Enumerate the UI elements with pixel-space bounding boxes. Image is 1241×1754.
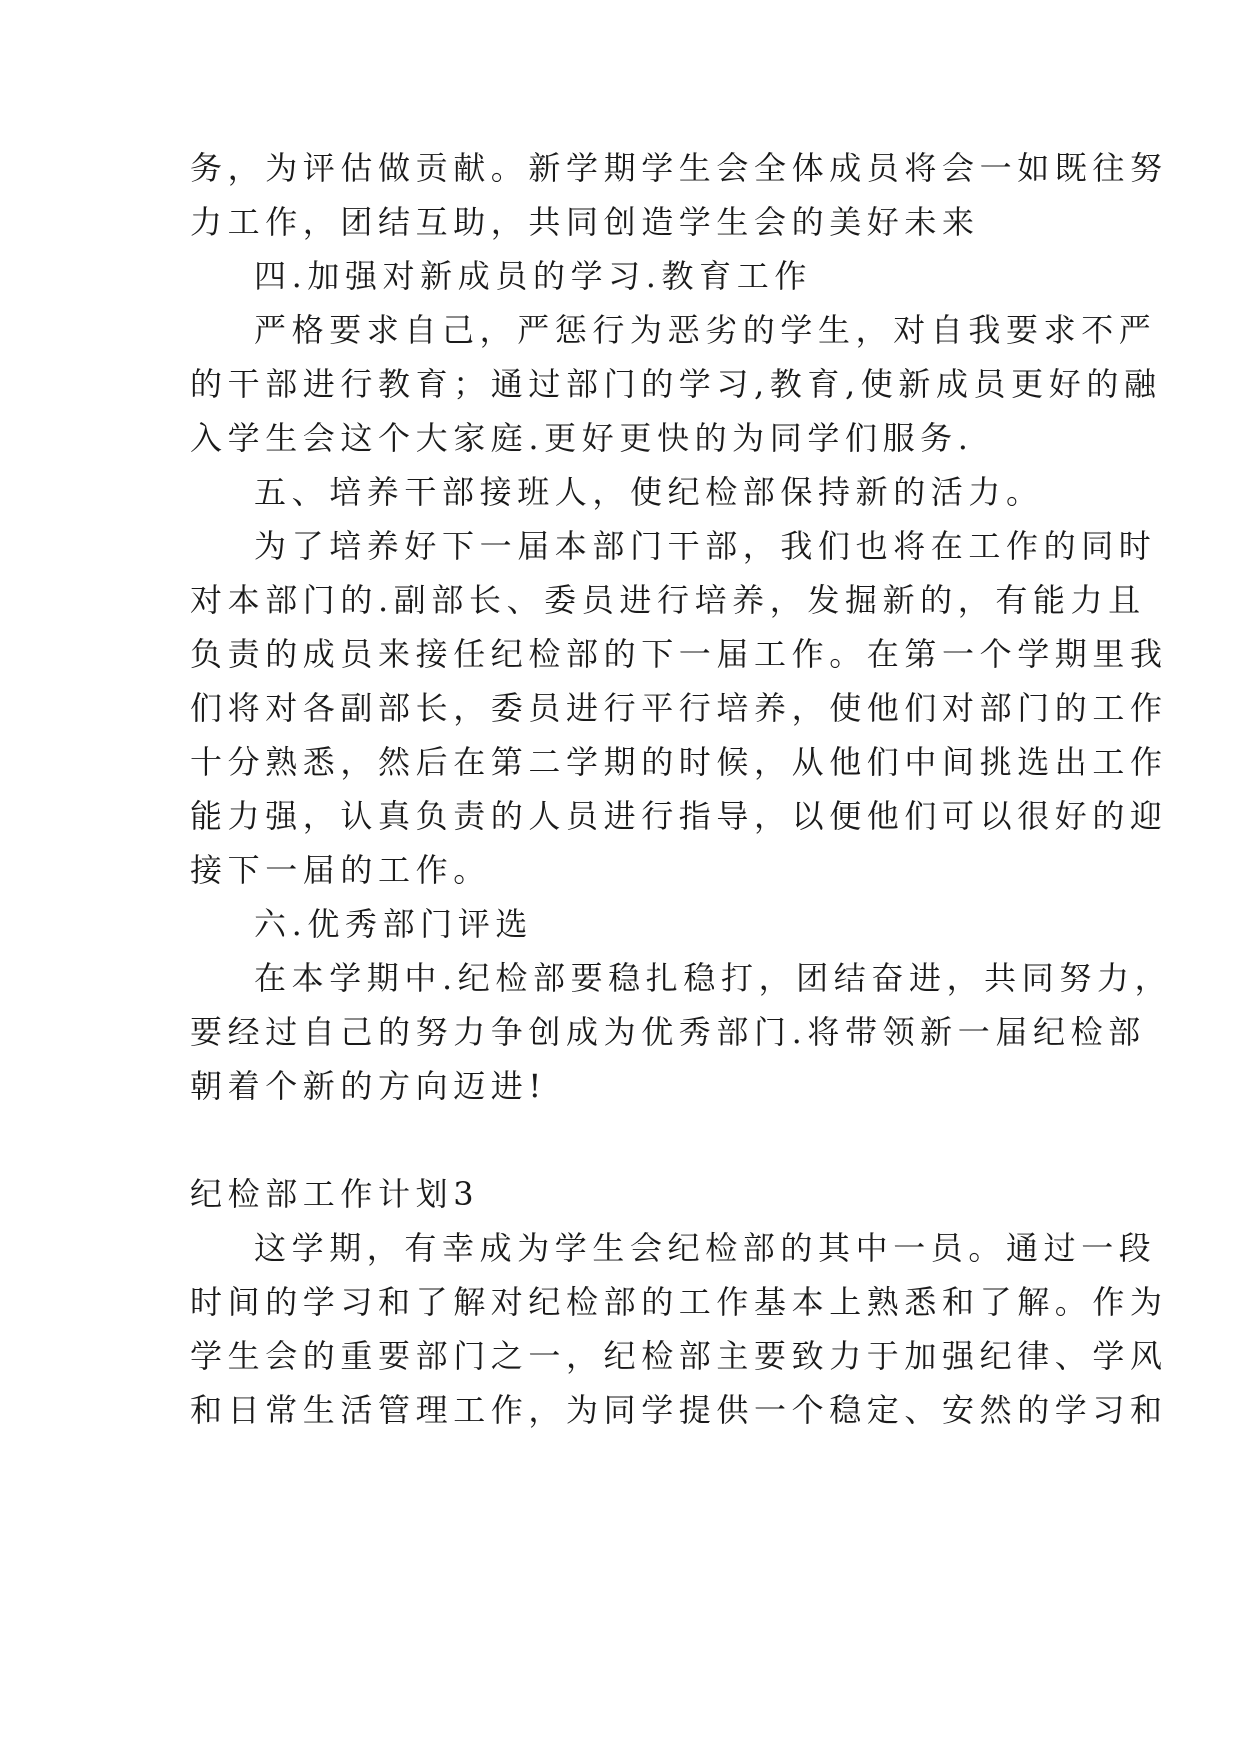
paragraph-line: 要经过自己的努力争创成为优秀部门.将带领新一届纪检部 — [190, 1013, 1146, 1051]
paragraph-line: 十分熟悉，然后在第二学期的时候，从他们中间挑选出工作 — [190, 743, 1168, 781]
paragraph-line: 学生会的重要部门之一，纪检部主要致力于加强纪律、学风 — [190, 1337, 1168, 1375]
section-heading: 五、培养干部接班人，使纪检部保持新的活力。 — [254, 473, 1044, 511]
paragraph-line: 负责的成员来接任纪检部的下一届工作。在第一个学期里我 — [190, 635, 1168, 673]
paragraph-line: 这学期，有幸成为学生会纪检部的其中一员。通过一段 — [254, 1229, 1157, 1267]
section-heading: 六.优秀部门评选 — [254, 905, 533, 943]
paragraph-line: 的干部进行教育；通过部门的学习,教育,使新成员更好的融 — [190, 365, 1162, 403]
paragraph-line: 力工作，团结互助，共同创造学生会的美好未来 — [190, 203, 980, 241]
section-heading: 四.加强对新成员的学习.教育工作 — [254, 257, 812, 295]
paragraph-line: 入学生会这个大家庭.更好更快的为同学们服务. — [190, 419, 974, 457]
paragraph-line: 和日常生活管理工作，为同学提供一个稳定、安然的学习和 — [190, 1391, 1168, 1429]
paragraph-line: 在本学期中.纪检部要稳扎稳打，团结奋进，共同努力， — [254, 959, 1173, 997]
paragraph-line: 朝着个新的方向迈进! — [190, 1067, 547, 1105]
paragraph-line: 们将对各副部长，委员进行平行培养，使他们对部门的工作 — [190, 689, 1168, 727]
paragraph-line: 对本部门的.副部长、委员进行培养，发掘新的，有能力且 — [190, 581, 1146, 619]
paragraph-line: 能力强，认真负责的人员进行指导，以便他们可以很好的迎 — [190, 797, 1168, 835]
paragraph-line: 务，为评估做贡献。新学期学生会全体成员将会一如既往努 — [190, 149, 1168, 187]
paragraph-line: 严格要求自己，严惩行为恶劣的学生，对自我要求不严 — [254, 311, 1157, 349]
document-title: 纪检部工作计划3 — [190, 1175, 480, 1213]
paragraph-line: 时间的学习和了解对纪检部的工作基本上熟悉和了解。作为 — [190, 1283, 1168, 1321]
paragraph-line: 接下一届的工作。 — [190, 851, 491, 889]
paragraph-line: 为了培养好下一届本部门干部，我们也将在工作的同时 — [254, 527, 1157, 565]
